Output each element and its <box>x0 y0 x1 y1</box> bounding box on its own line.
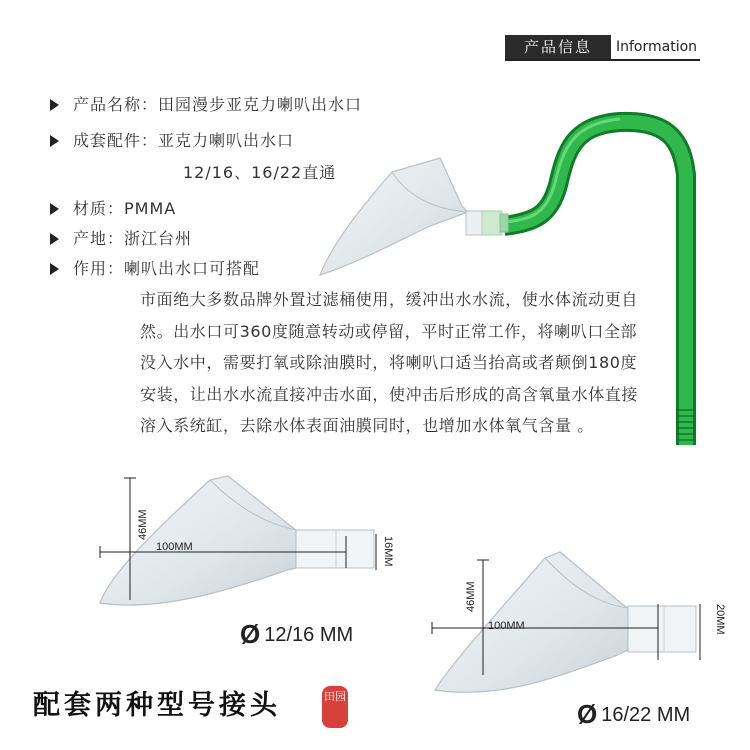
section-badge: 产品信息 <box>505 35 611 59</box>
spec-value: PMMA <box>124 199 177 218</box>
spec-value: 亚克力喇叭出水口 <box>158 131 295 150</box>
spec-row-accessories: 成套配件：亚克力喇叭出水口 <box>50 131 294 151</box>
spec-value: 浙江台州 <box>124 229 193 248</box>
small-length-label: 100MM <box>156 541 193 553</box>
small-neck-label: 16MM <box>382 536 394 567</box>
large-size-value: 16/22 MM <box>601 704 691 726</box>
brand-seal: 田园 <box>322 686 348 728</box>
spec-label: 材质 <box>73 199 108 218</box>
section-title-english: Information <box>616 39 698 55</box>
spec-label: 成套配件 <box>73 131 142 150</box>
spec-row-function: 作用：喇叭出水口可搭配 <box>50 259 260 279</box>
funnel-assembled <box>320 158 508 275</box>
small-size-caption <box>240 619 353 650</box>
spec-label: 产品名称 <box>73 95 142 114</box>
diameter-symbol: Ø <box>577 699 598 729</box>
funnel-large <box>432 552 700 692</box>
fittings-sizes: 12/16、16/22直通 <box>183 163 337 182</box>
spec-value: 田园漫步亚克力喇叭出水口 <box>158 95 363 114</box>
spec-label: 作用 <box>73 259 108 278</box>
large-neck-label: 20MM <box>714 604 726 635</box>
description: 市面绝大多数品牌外置过滤桶使用，缓冲出水水流，使水体流动更自然。出水口可360度随意转动或停留，平时正常工作，将喇叭口全部没入水中，需要打氧或除油膜时，将喇叭口适当抬高或者颠倒180度安装，让出水水流直接冲击水面，使冲击后形成的高含氧量水体直接溶入系统缸，去除水体表面油膜同时，也增加水体氧气含量 。 <box>140 290 639 435</box>
funnel-small <box>100 476 376 605</box>
spec-label: 产地 <box>73 229 108 248</box>
spec-value: 喇叭出水口可搭配 <box>124 259 261 278</box>
large-size-caption <box>577 699 690 730</box>
bottom-banner: 配套两种型号接头 <box>33 690 281 721</box>
spec-row-origin: 产地：浙江台州 <box>50 229 192 249</box>
large-length-label: 100MM <box>488 620 525 632</box>
diameter-symbol: Ø <box>240 619 261 649</box>
spec-row-material: 材质：PMMA <box>50 199 176 219</box>
large-height-label: 46MM <box>465 581 477 612</box>
small-height-label: 46MM <box>137 509 149 540</box>
small-size-value: 12/16 MM <box>264 624 354 646</box>
spec-row-name: 产品名称：田园漫步亚克力喇叭出水口 <box>50 95 362 115</box>
